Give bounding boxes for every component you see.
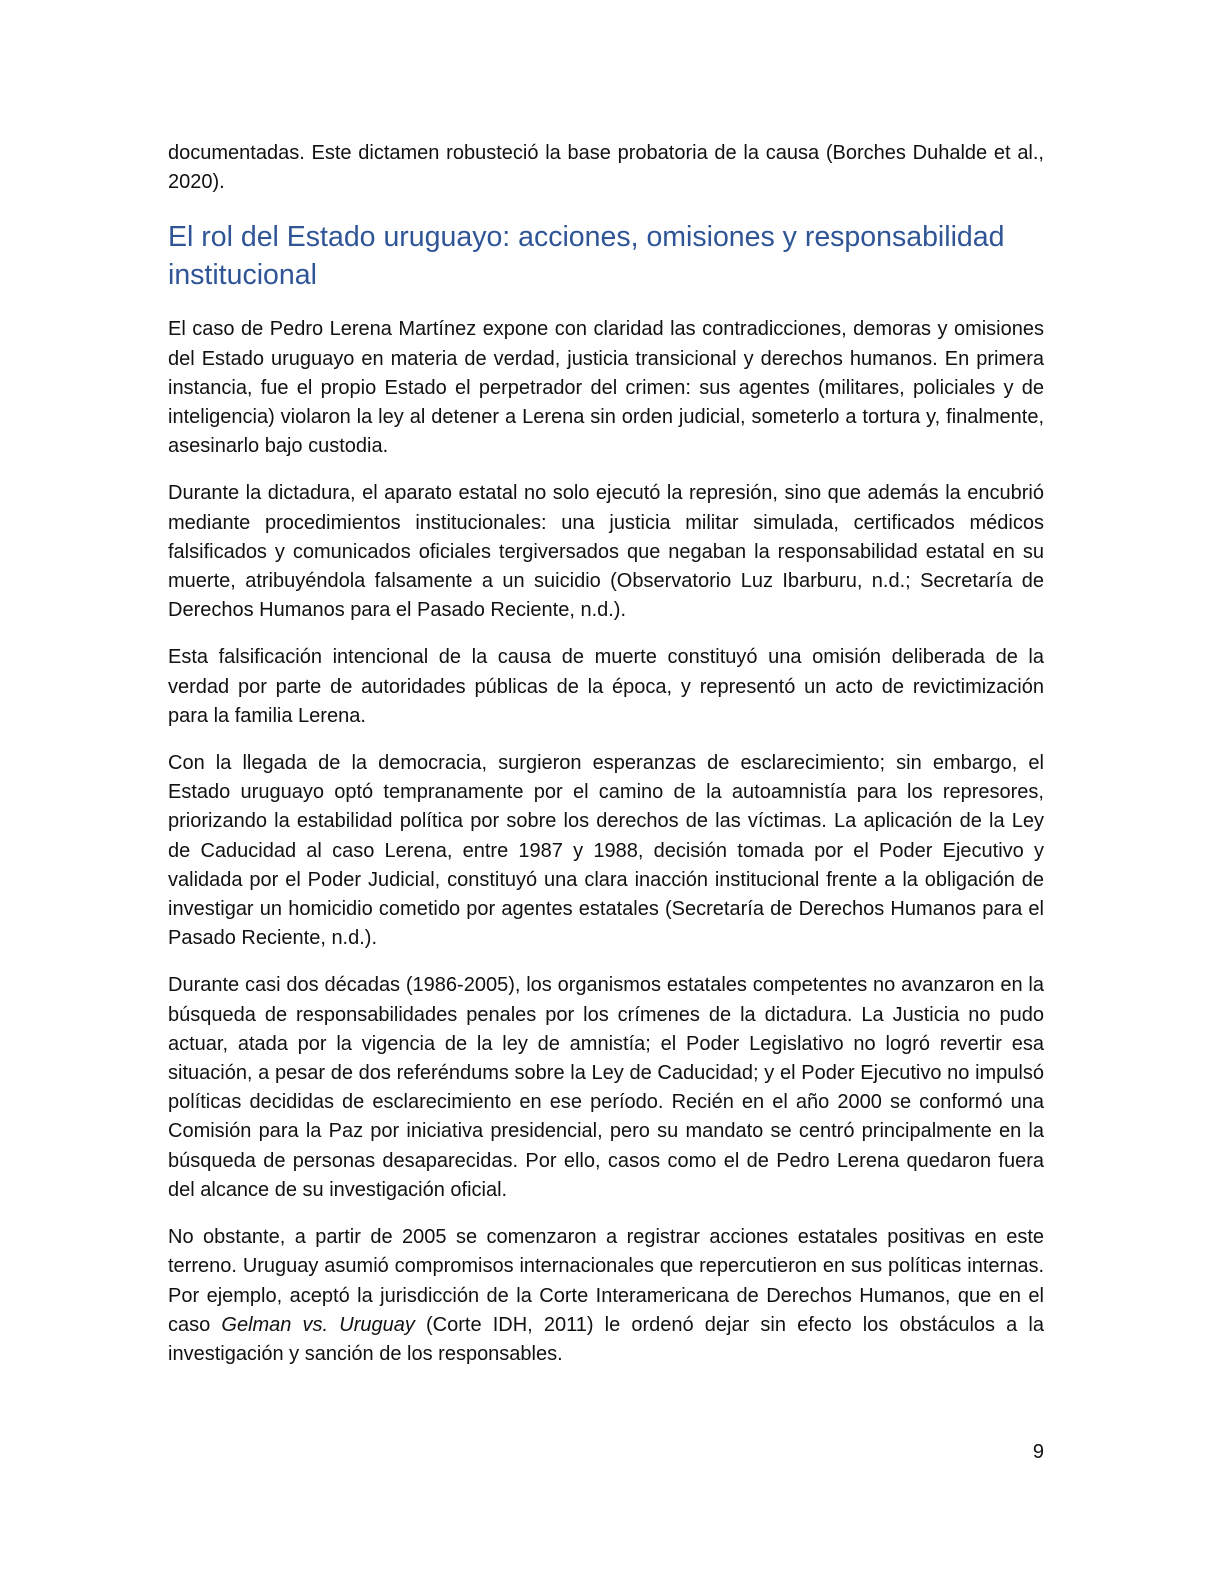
paragraph-3: Esta falsificación intencional de la causa de muerte constituyó una omisión deliberada de la verdad por parte de autoridades públicas de la época, y representó un acto de revictimización para la familia Lerena. xyxy=(168,646,1044,727)
paragraph-2: Durante la dictadura, el aparato estatal no solo ejecutó la represión, sino que además la encubrió mediante procedimientos institucionales: una justicia militar simulada, certificados médicos falsificados y comunicados oficiales tergiversados que negaban la responsabilidad estatal en su muerte, atribuyéndola falsamente a un suicidio (Observatorio Luz Ibarburu, n.d.; Secretaría de Derechos Humanos para el Pasado Reciente, n.d.). xyxy=(168,482,1044,622)
section-heading: El rol del Estado uruguayo: acciones, omisiones y responsabilidad institucional xyxy=(168,221,1005,292)
page-number: 9 xyxy=(1032,1441,1044,1463)
paragraph-6 xyxy=(168,1223,1044,1369)
case-name: Gelman vs. Uruguay xyxy=(221,1313,415,1336)
page-body xyxy=(168,139,1044,1387)
paragraph-6-after: (Corte IDH, 2011) le ordenó dejar sin efecto los obstáculos a la investigación y sanción de los responsables. xyxy=(168,1313,1044,1365)
continuation-paragraph: documentadas. Este dictamen robusteció la base probatoria de la causa (Borches Duhalde et al., 2020). xyxy=(168,142,1044,194)
paragraph-5: Durante casi dos décadas (1986-2005), los organismos estatales competentes no avanzaron en la búsqueda de responsabilidades penales por los crímenes de la dictadura. La Justicia no pudo actuar, atada por la vigencia de la ley de amnistía; el Poder Legislativo no logró revertir esa situación, a pesar de dos referéndums sobre la Ley de Caducidad; y el Poder Ejecutivo no impulsó políticas decididas de esclarecimiento en ese período. Recién en el año 2000 se conformó una Comisión para la Paz por iniciativa presidencial, pero su mandato se centró principalmente en la búsqueda de personas desaparecidas. Por ello, casos como el de Pedro Lerena quedaron fuera del alcance de su investigación oficial. xyxy=(168,974,1044,1201)
paragraph-1: El caso de Pedro Lerena Martínez expone con claridad las contradicciones, demoras y omisiones del Estado uruguayo en materia de verdad, justicia transicional y derechos humanos. En primera instancia, fue el propio Estado el perpetrador del crimen: sus agentes (militares, policiales y de inteligencia) violaron la ley al detener a Lerena sin orden judicial, someterlo a tortura y, finalmente, asesinarlo bajo custodia. xyxy=(168,318,1044,458)
paragraph-6-before: No obstante, a partir de 2005 se comenzaron a registrar acciones estatales positivas en este terreno. Uruguay asumió compromisos internacionales que repercutieron en sus políticas internas. Por ejemplo, aceptó la jurisdicción de la Corte Interamericana de Derechos Humanos, que en el caso xyxy=(168,1226,1044,1336)
paragraph-4: Con la llegada de la democracia, surgieron esperanzas de esclarecimiento; sin embargo, el Estado uruguayo optó tempranamente por el camino de la autoamnistía para los represores, priorizando la estabilidad política por sobre los derechos de las víctimas. La aplicación de la Ley de Caducidad al caso Lerena, entre 1987 y 1988, decisión tomada por el Poder Ejecutivo y validada por el Poder Judicial, constituyó una clara inacción institucional frente a la obligación de investigar un homicidio cometido por agentes estatales (Secretaría de Derechos Humanos para el Pasado Reciente, n.d.). xyxy=(168,752,1044,950)
